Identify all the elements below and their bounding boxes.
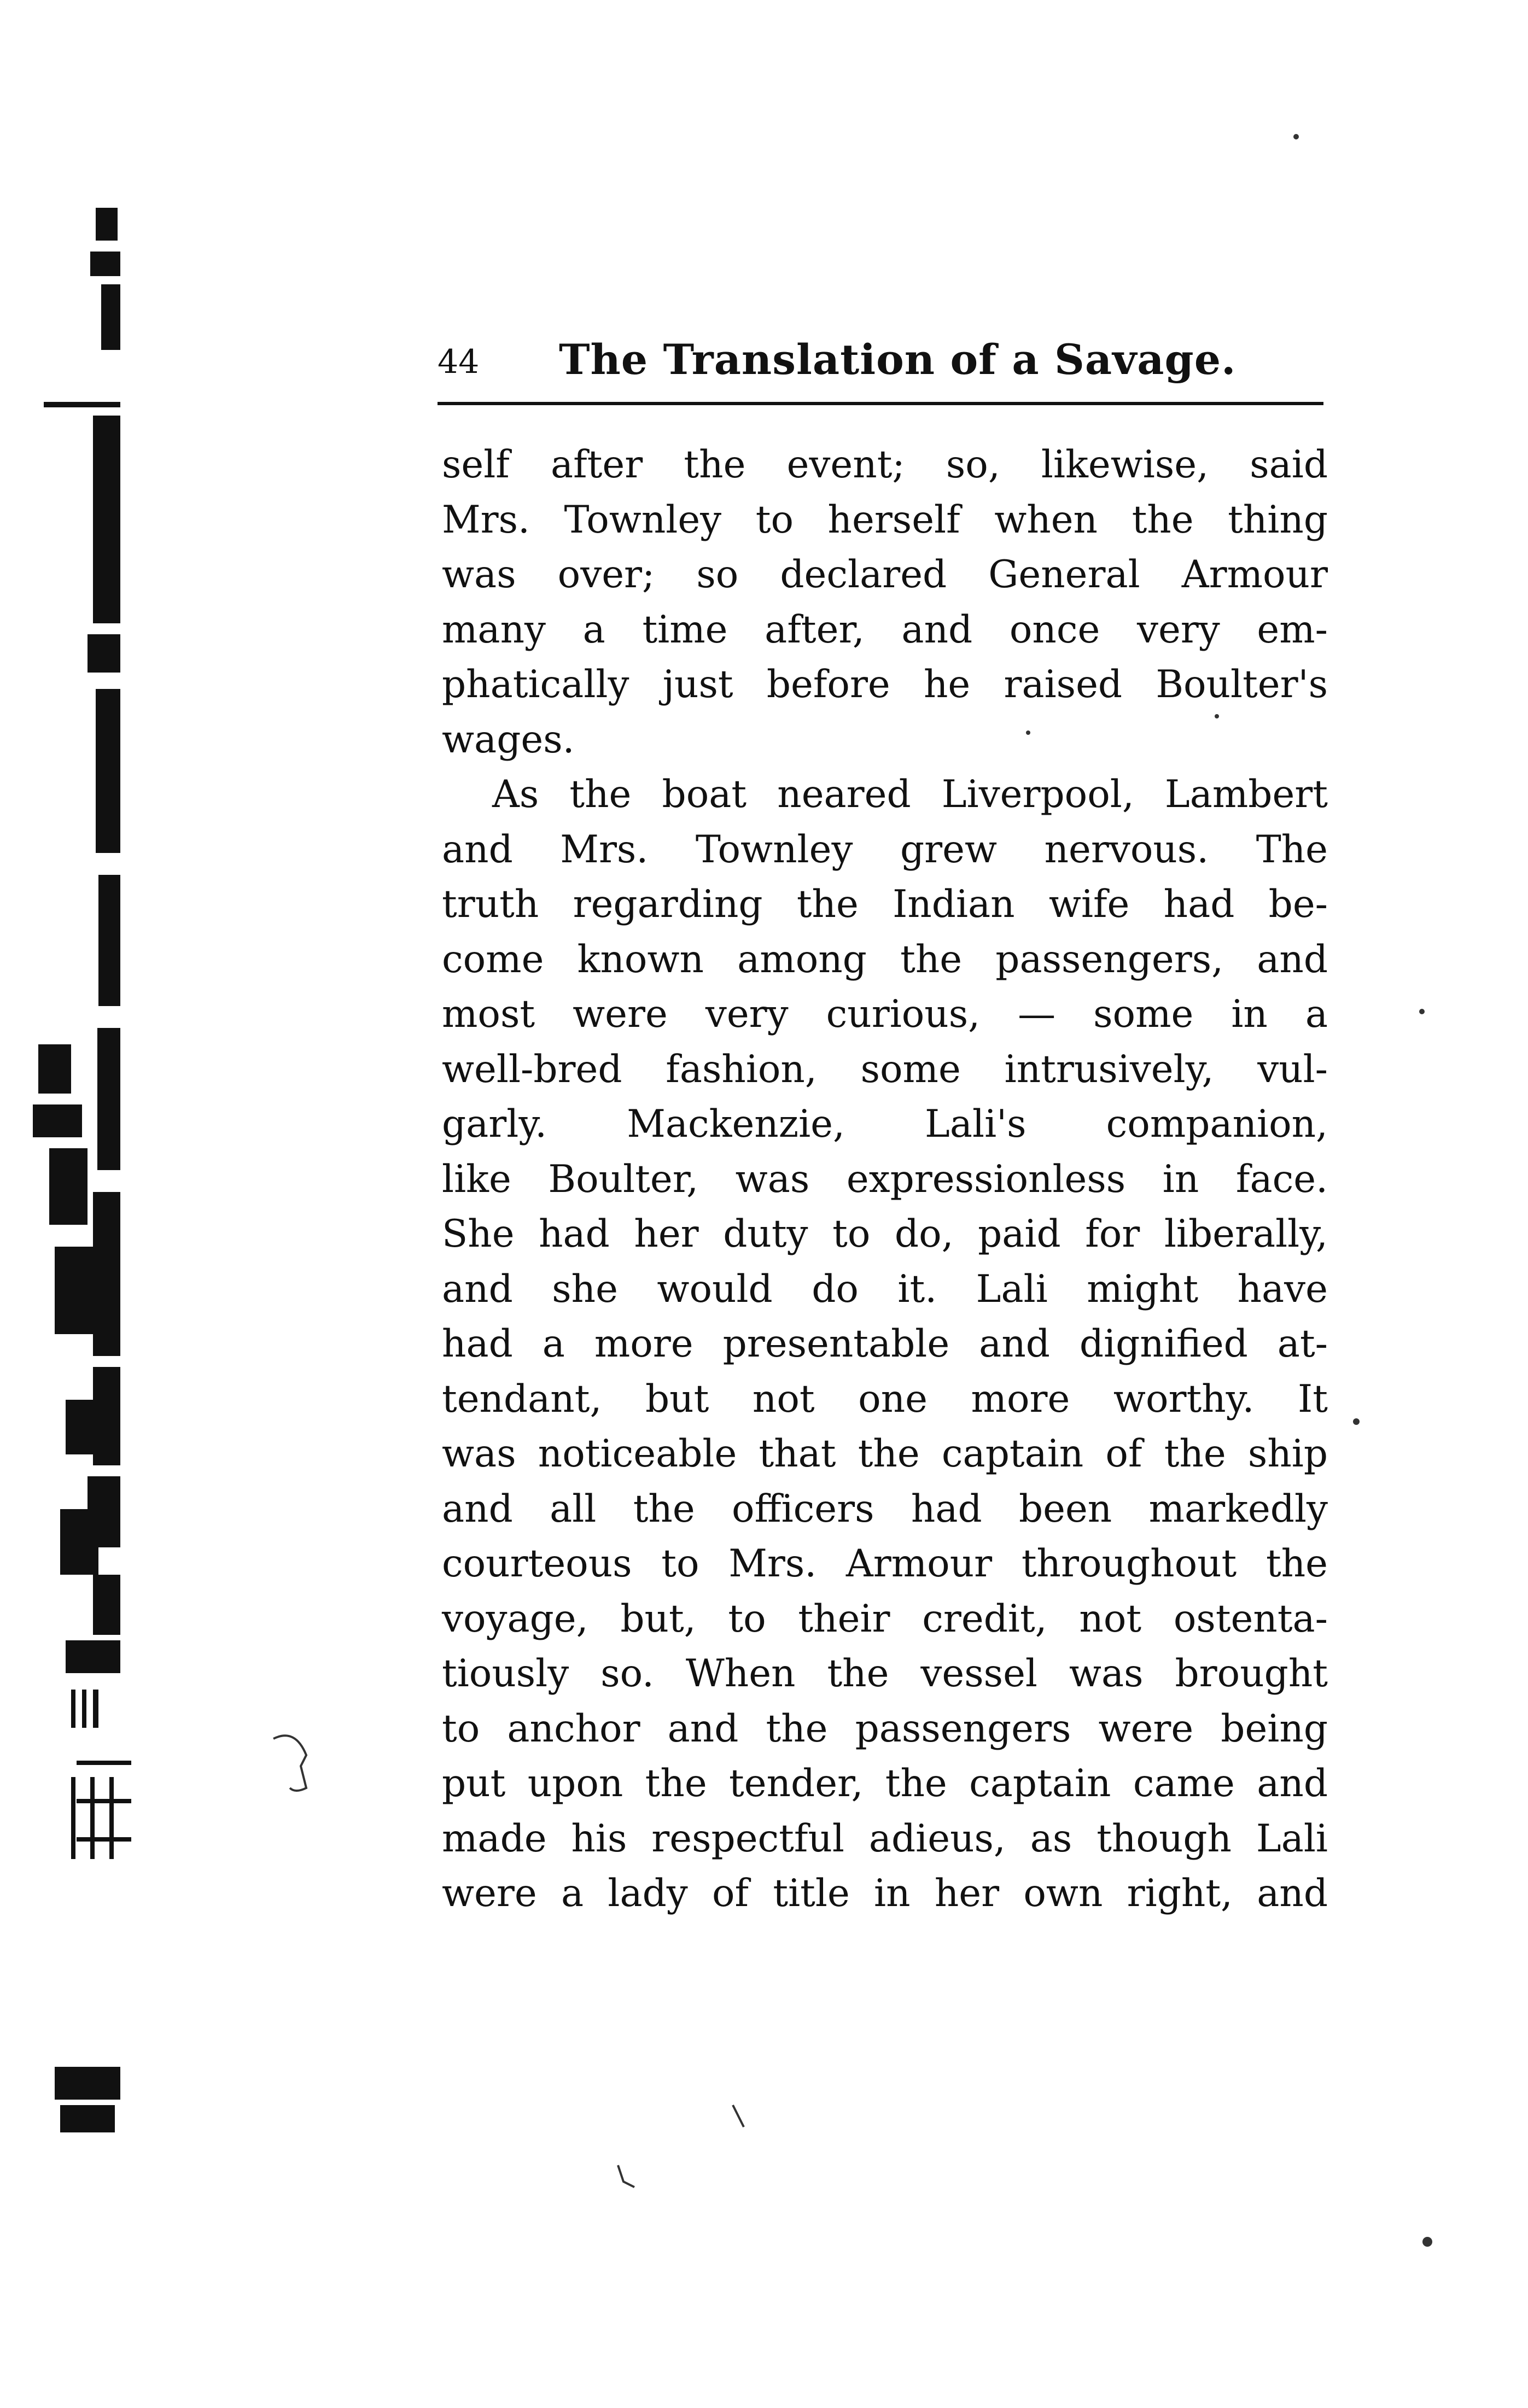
text-line: was over; so declared General Armour: [442, 553, 1328, 597]
text-line: and she would do it. Lali might have: [442, 1267, 1328, 1311]
text-line: courteous to Mrs. Armour throughout the: [442, 1542, 1328, 1586]
text-line: tiously so. When the vessel was brought: [442, 1652, 1328, 1696]
text-line: garly. Mackenzie, Lali's companion,: [442, 1102, 1328, 1146]
text-line: Mrs. Townley to herself when the thing: [442, 498, 1328, 542]
text-line: like Boulter, was expressionless in face.: [442, 1157, 1328, 1201]
text-line: was noticeable that the captain of the ship: [442, 1432, 1328, 1476]
text-line: She had her duty to do, paid for liberally,: [442, 1212, 1328, 1256]
header-rule: [438, 402, 1323, 405]
page-number: 44: [438, 343, 480, 381]
text-line: phatically just before he raised Boulter's: [442, 663, 1328, 706]
text-line: many a time after, and once very em-: [442, 607, 1328, 652]
text-line: and all the officers had been markedly: [442, 1487, 1328, 1531]
text-line: and Mrs. Townley grew nervous. The: [442, 827, 1328, 872]
text-line: made his respectful adieus, as though Lali: [442, 1816, 1328, 1861]
text-line: As the boat neared Liverpool, Lambert: [492, 773, 1328, 816]
text-line: were a lady of title in her own right, and: [442, 1872, 1328, 1915]
text-line: wages.: [442, 717, 575, 762]
text-line: to anchor and the passengers were being: [442, 1706, 1328, 1751]
text-line: tendant, but not one more worthy. It: [442, 1377, 1328, 1421]
text-line: most were very curious, — some in a: [442, 992, 1328, 1036]
text-line: come known among the passengers, and: [442, 937, 1328, 981]
binding-edge: [0, 0, 137, 2408]
text-line: truth regarding the Indian wife had be-: [442, 882, 1328, 926]
text-line: self after the event; so, likewise, said: [442, 443, 1328, 487]
text-line: had a more presentable and dignified at-: [442, 1322, 1328, 1366]
running-title: The Translation of a Savage.: [559, 335, 1237, 384]
body-text: [442, 437, 1328, 1921]
page-header: [438, 328, 1323, 394]
text-line: voyage, but, to their credit, not ostenta-: [442, 1597, 1328, 1641]
text-line: well-bred fashion, some intrusively, vul-: [442, 1047, 1328, 1091]
text-line: put upon the tender, the captain came and: [442, 1762, 1328, 1805]
